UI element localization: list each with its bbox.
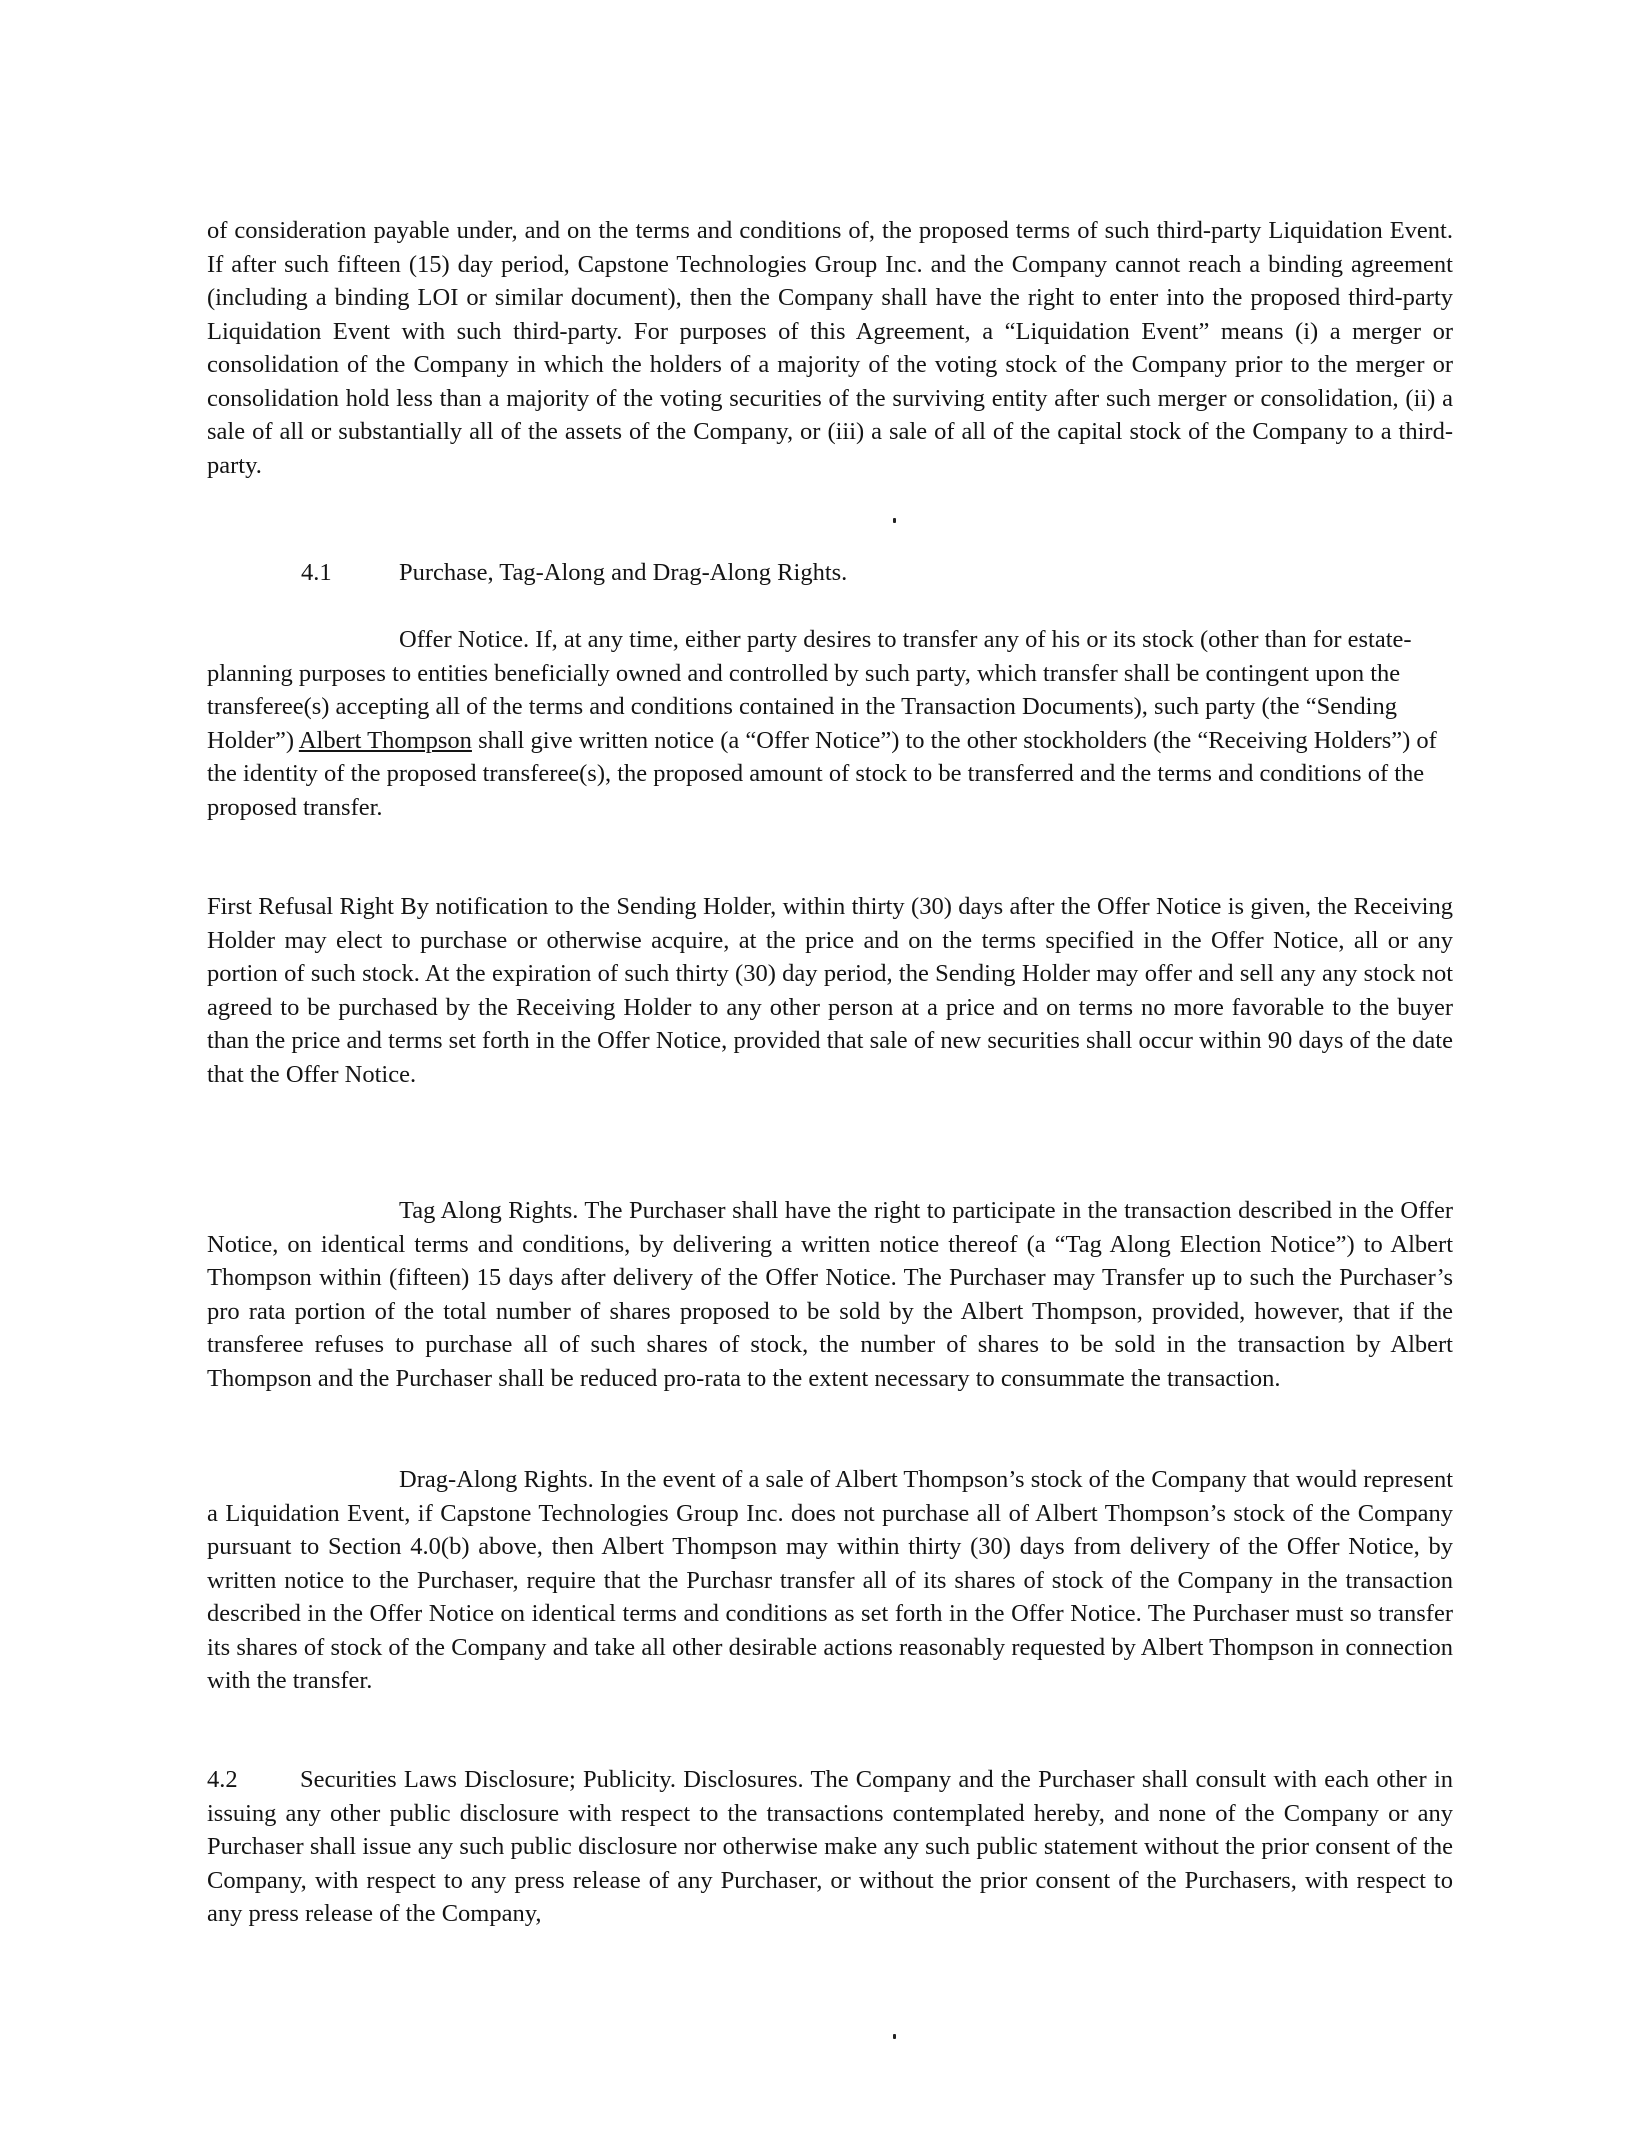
paragraph-first-refusal-right: First Refusal Right By notification to the Sending Holder, within thirty (30) days after the Offer Notice is given, the Receiving Holder may elect to purchase or otherwise acquire, at the price and on the terms specified in the Offer Notice, all or any portion of such stock. At the expiration of such thirty (30) day period, the Sending Holder may offer and sell any any stock not agreed to be purchased by the Receiving Holder to any other person at a price and on terms no more favorable to the buyer than the price and terms set forth in the Offer Notice, provided that sale of new securities shall occur within 90 days of the date that the Offer Notice. — [207, 893, 1453, 1088]
paragraph-tag-along-rights: Tag Along Rights. The Purchaser shall have the right to participate in the transaction described in the Offer Notice, on identical terms and conditions, by delivering a written notice thereof (a “Tag Along Election Notice”) to Albert Thompson within (fifteen) 15 days after delivery of the Offer Notice. The Purchaser may Transfer up to such the Purchaser’s pro rata portion of the total number of shares proposed to be sold by the Albert Thompson, provided, however, that if the transferee refuses to purchase all of such shares of stock, the number of shares to be sold in the transaction by Albert Thompson and the Purchaser shall be reduced pro-rata to the extent necessary to consummate the transaction. — [207, 1197, 1453, 1392]
section-4-1-title: Purchase, Tag-Along and Drag-Along Rights. — [399, 559, 848, 586]
scan-speck — [893, 2034, 896, 2039]
paragraph-section-4-2 — [207, 1763, 1453, 1931]
section-4-1-number: 4.1 — [301, 559, 332, 586]
section-4-2-text: Securities Laws Disclosure; Publicity. Disclosures. The Company and the Purchaser shall consult with each other in issuing any other public disclosure with respect to the transactions contemplated hereby, and none of the Company or any Purchaser shall issue any such public disclosure nor otherwise make any such public statement without the prior consent of the Company, with respect to any press release of any Purchaser, or without the prior consent of the Purchasers, with respect to any press release of the Company, — [207, 1766, 1453, 1927]
scan-speck — [893, 518, 896, 523]
section-4-2-number: 4.2 — [207, 1766, 238, 1793]
paragraph-liquidation-event: of consideration payable under, and on the terms and conditions of, the proposed terms of such third-party Liquidation Event. If after such fifteen (15) day period, Capstone Technologies Group Inc. and the Company cannot reach a binding agreement (including a binding LOI or similar document), then the Company shall have the right to enter into the proposed third-party Liquidation Event with such third-party. For purposes of this Agreement, a “Liquidation Event” means (i) a merger or consolidation of the Company in which the holders of a majority of the voting stock of the Company prior to the merger or consolidation hold less than a majority of the voting securities of the surviving entity after such merger or consolidation, (ii) a sale of all or substantially all of the assets of the Company, or (iii) a sale of all of the capital stock of the Company to a third-party. — [207, 217, 1453, 479]
section-4-1-heading — [301, 556, 847, 590]
offer-notice-text-start: Offer Notice. If, at any time, either party desires to transfer any of his or its stock (other than for estate-planning purposes to entities beneficially owned and controlled by such party, which transfer shall be contingent upon the transferee(s) accepting all of the terms and conditions contained in the Transaction Documents), such party (the “Sending Holder”) — [207, 626, 1412, 754]
offer-notice-text-end: shall give written notice (a “Offer Notice”) to the other stockholders (the “Receiving Holders”) of the identity of the proposed transferee(s), the proposed amount of stock to be transferred and the terms and conditions of the proposed transfer. — [207, 726, 1437, 821]
offer-notice-underlined-name: Albert Thompson — [298, 726, 472, 754]
paragraph-offer-notice — [207, 623, 1453, 824]
paragraph-drag-along-rights: Drag-Along Rights. In the event of a sale of Albert Thompson’s stock of the Company that would represent a Liquidation Event, if Capstone Technologies Group Inc. does not purchase all of Albert Thompson’s stock of the Company pursuant to Section 4.0(b) above, then Albert Thompson may within thirty (30) days from delivery of the Offer Notice, by written notice to the Purchaser, require that the Purchasr transfer all of its shares of stock of the Company in the transaction described in the Offer Notice on identical terms and conditions as set forth in the Offer Notice. The Purchaser must so transfer its shares of stock of the Company and take all other desirable actions reasonably requested by Albert Thompson in connection with the transfer. — [207, 1466, 1453, 1694]
